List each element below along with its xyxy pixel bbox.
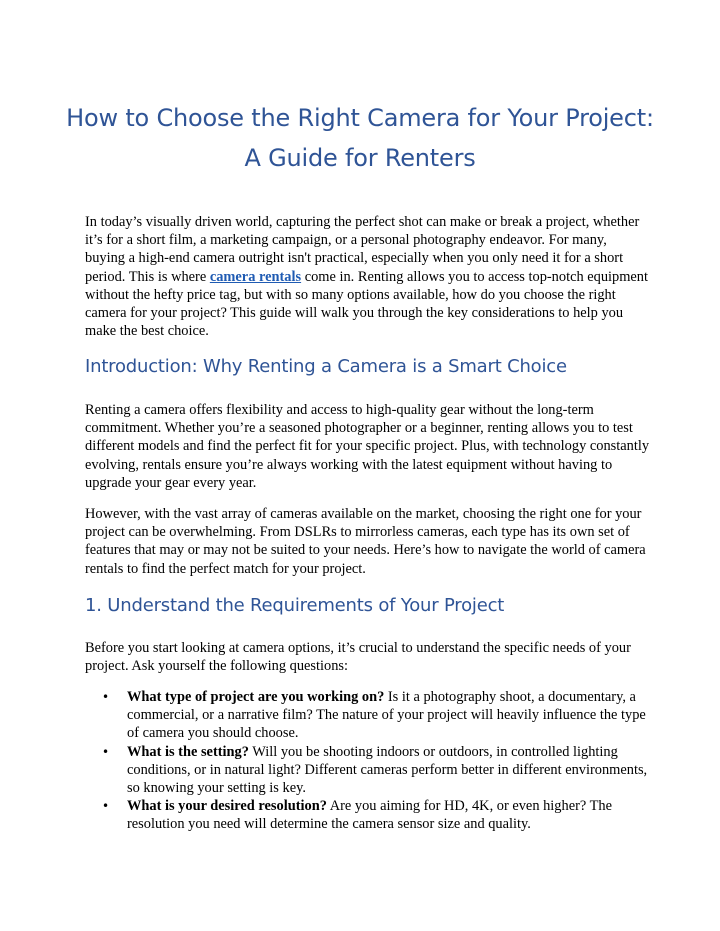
requirements-paragraph: Before you start looking at camera options, it’s crucial to understand the specific needs of your project. Ask yourself the following questions: — [85, 640, 631, 675]
question-label: What is your desired resolution? — [127, 798, 327, 815]
question-text: Will you be shooting indoors or outdoors, in controlled lighting conditions, or in natural light? Different cameras perform better in different environments, so knowing your setting is key. — [127, 743, 648, 797]
question-text: Is it a photography shoot, a documentary, a commercial, or a narrative film? The nature of your project will heavily influence the type of camera you should choose. — [127, 689, 646, 742]
intro-paragraph — [85, 213, 650, 340]
bullet-icon: • — [102, 690, 110, 704]
page-title: How to Choose the Right Camera for Your Project: A Guide for Renters — [66, 104, 654, 172]
list-item — [85, 688, 650, 743]
list-item — [85, 743, 650, 798]
questions-list — [85, 688, 650, 834]
bullet-icon: • — [102, 744, 110, 759]
section-heading-why-rent: Introduction: Why Renting a Camera is a Smart Choice — [85, 356, 567, 377]
bullet-icon: • — [102, 799, 110, 814]
list-item — [85, 797, 650, 833]
why-rent-paragraph-1: Renting a camera offers flexibility and access to high-quality gear without the long-term commitment. Whether you’re a seasoned photographer or a beginner, renting allows you to test different models and find the perfect fit for your specific project. Plus, with technology constantly evolving, rentals ensure you’re always working with the latest equipment without having to upgrade your gear every year. — [85, 402, 650, 491]
intro-text-before-link: In today’s visually driven world, capturing the perfect shot can make or break a project, whether it’s for a short film, a marketing campaign, or a personal photography endeavor. For many, buying a high-end camera outright isn't practical, especially when you only need it for a short period. This is where — [85, 214, 640, 285]
question-text: Are you aiming for HD, 4K, or even higher? The resolution you need will determine the camera sensor size and quality. — [127, 798, 612, 833]
section-heading-requirements: 1. Understand the Requirements of Your Project — [85, 595, 505, 616]
question-label: What is the setting? — [127, 743, 249, 760]
camera-rentals-link[interactable]: camera rentals — [209, 268, 302, 285]
why-rent-paragraph-2: However, with the vast array of cameras available on the market, choosing the right one for your project can be overwhelming. From DSLRs to mirrorless cameras, each type has its own set of features that may or may not be suited to your needs. Here’s how to navigate the world of camera rentals to find the perfect match for your project. — [85, 506, 646, 577]
question-label: What type of project are you working on? — [127, 689, 385, 705]
intro-text-after-link: come in. Renting allows you to access top-notch equipment without the hefty price tag, but with so many options available, how do you choose the right camera for your project? This guide will walk you through the key considerations to help you make the best choice. — [85, 268, 648, 340]
